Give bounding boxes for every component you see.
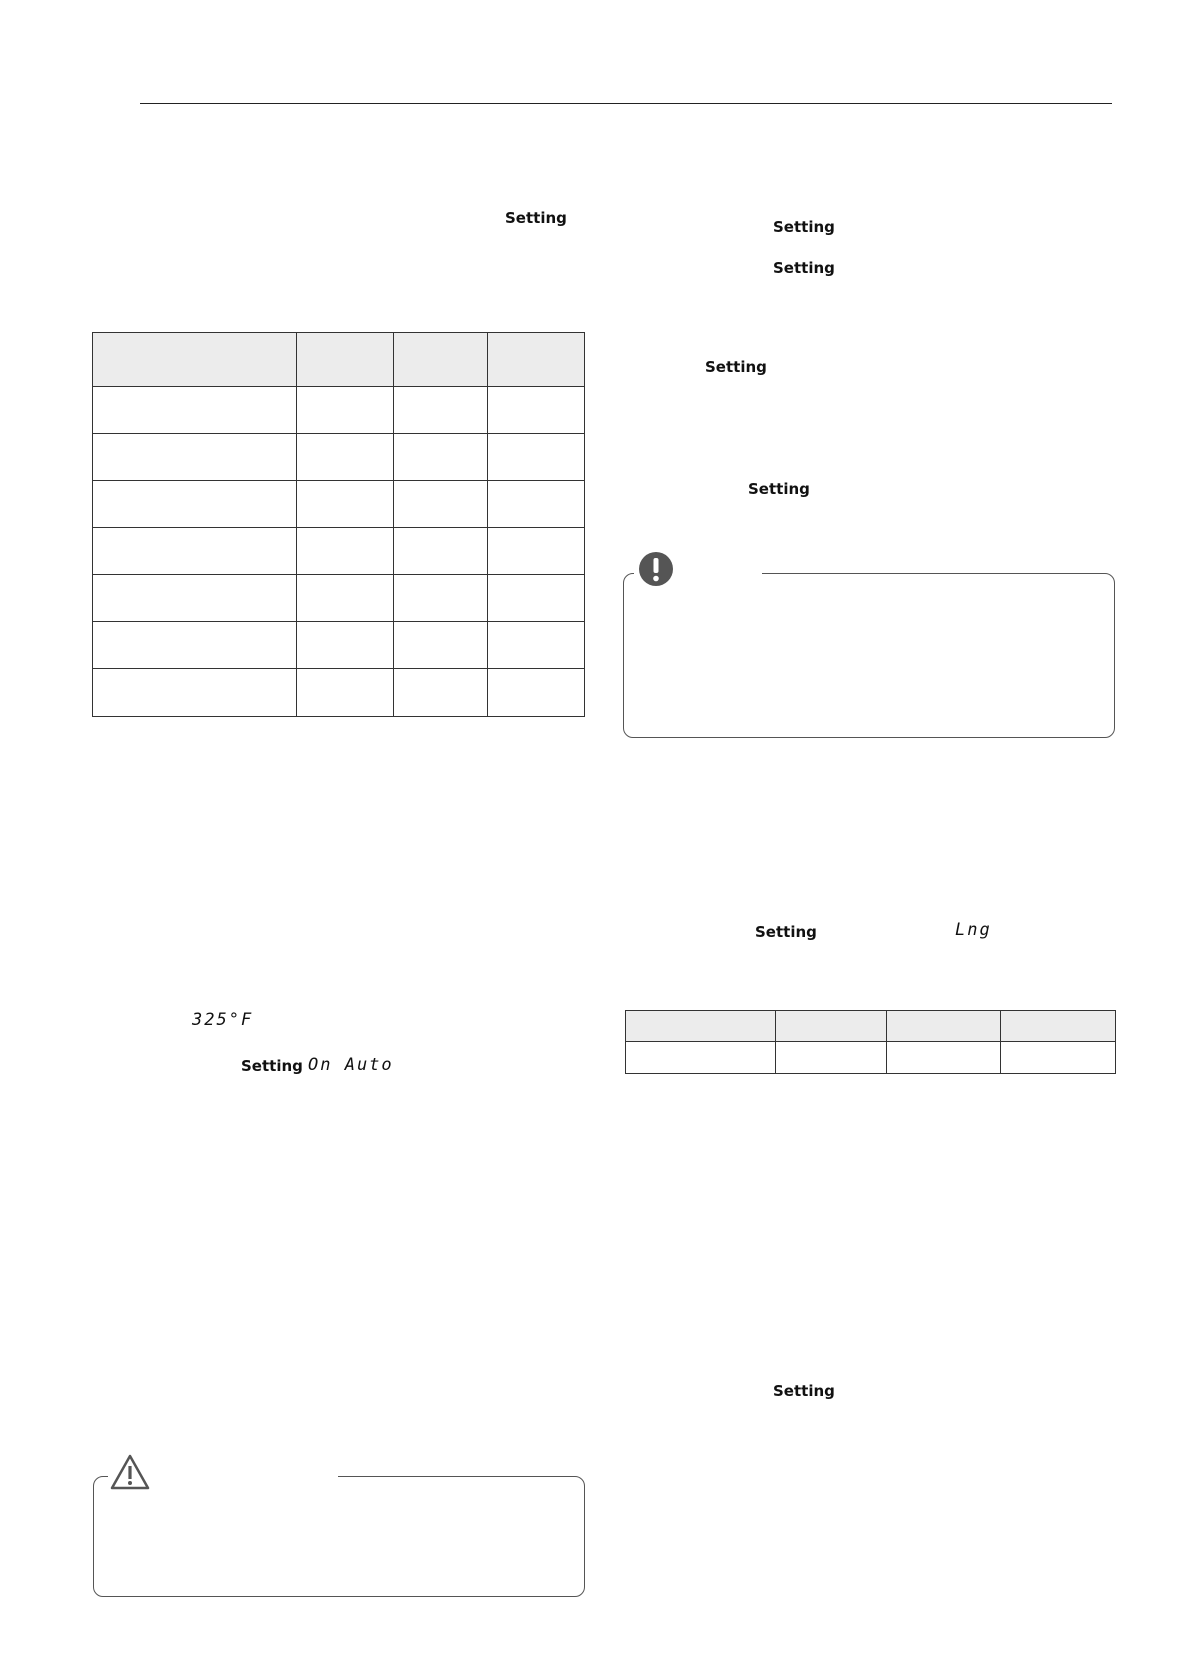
table-header-row <box>626 1011 1116 1042</box>
table-row <box>93 434 585 481</box>
settings-table <box>92 332 585 717</box>
table-row <box>93 528 585 575</box>
warning-triangle-icon <box>108 1452 152 1492</box>
table-row <box>626 1042 1116 1074</box>
setting-key-label-4: Setting <box>773 259 835 277</box>
setting-key-label-1: Setting <box>505 209 567 227</box>
note-box <box>623 573 1115 738</box>
exclamation-circle-icon <box>634 549 678 589</box>
setting-key-label-6: Setting <box>748 480 810 498</box>
setting-key-label-3: Setting <box>773 218 835 236</box>
caution-box-gap <box>140 1474 338 1478</box>
header-rule <box>140 103 1112 104</box>
temperature-display: 325°F <box>192 1010 254 1030</box>
setting-key-label-7: Setting <box>755 923 817 941</box>
note-box-gap <box>668 571 762 575</box>
language-display: Lng <box>955 920 992 940</box>
setting-key-label-2: Setting <box>241 1057 303 1075</box>
caution-box <box>93 1476 585 1597</box>
setting-key-label-5: Setting <box>705 358 767 376</box>
table-row <box>93 669 585 717</box>
setting-key-label-8: Setting <box>773 1382 835 1400</box>
auto-mode-display: On Auto <box>308 1055 394 1075</box>
table-row <box>93 481 585 528</box>
table-header-row <box>93 333 585 387</box>
table-row <box>93 575 585 622</box>
table-row <box>93 387 585 434</box>
language-table <box>625 1010 1116 1074</box>
table-row <box>93 622 585 669</box>
